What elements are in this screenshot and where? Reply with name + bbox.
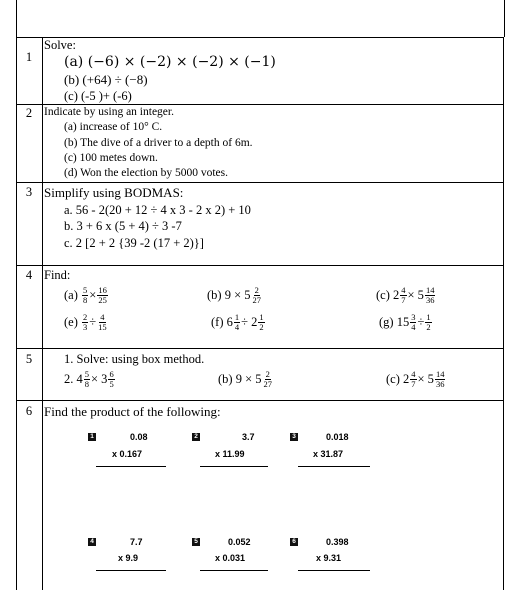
row-divider — [16, 104, 504, 105]
question-item: 1. Solve: using box method. — [64, 352, 205, 366]
row-divider — [16, 182, 504, 183]
answer-line — [96, 570, 166, 571]
fraction: $\frac{5}{8}$ — [83, 285, 88, 305]
fraction: $\frac{1}{2}$ — [259, 312, 264, 332]
question-item: (b) The dive of a driver to a depth of 6m. — [64, 137, 253, 149]
row-number: 6 — [25, 404, 33, 418]
question-item: c. 2 [2 + 2 {39 -2 (17 + 2)}] — [64, 236, 204, 250]
fraction-problem-f: (f) 6 $\frac{1}{4}$ ÷ 2 $\frac{1}{2}$ — [211, 312, 264, 332]
question-title: Find: — [44, 268, 71, 282]
question-item: (b) (+64) ÷ (−8) — [64, 72, 148, 87]
problem-bottom: x 0.167 — [112, 449, 143, 459]
problem-top: 3.7 — [242, 432, 255, 442]
answer-line — [298, 570, 370, 571]
fraction: $\frac{4}{7}$ — [411, 369, 416, 389]
fraction-problem-c: (c) 2 $\frac{4}{7}$ × 5 $\frac{14}{36}$ — [386, 369, 445, 389]
question-item: (d) Won the election by 5000 votes. — [64, 167, 228, 179]
question-item: (a) (−6) × (−2) × (−2) × (−1) — [64, 54, 276, 70]
fraction: $\frac{14}{36}$ — [425, 285, 435, 305]
answer-line — [200, 570, 268, 571]
row-number: 1 — [25, 50, 33, 64]
problem-top: 7.7 — [130, 537, 143, 547]
question-item: (a) increase of 10° C. — [64, 121, 163, 133]
problem-top: 0.052 — [228, 537, 251, 547]
fraction: $\frac{16}{25}$ — [98, 285, 107, 305]
fraction: $\frac{1}{2}$ — [426, 312, 431, 332]
answer-line — [200, 466, 268, 467]
problem-top: 0.018 — [326, 432, 349, 442]
header-box — [16, 0, 505, 37]
problem-bottom: x 0.031 — [215, 553, 246, 563]
fraction: $\frac{5}{8}$ — [84, 369, 89, 389]
fraction-problem-e: (e) $\frac{2}{3}$ ÷ $\frac{4}{15}$ — [64, 312, 107, 332]
question-item: b. 3 + 6 x (5 + 4) ÷ 3 -7 — [64, 219, 182, 233]
question-item: (c) 100 metes down. — [64, 152, 158, 164]
fraction: $\frac{2}{27}$ — [252, 285, 261, 305]
row-number: 4 — [25, 268, 33, 282]
problem-bottom: x 9.31 — [316, 553, 342, 563]
fraction: $\frac{3}{4}$ — [411, 312, 416, 332]
fraction-problem-g: (g) 15 $\frac{3}{4}$ ÷ $\frac{1}{2}$ — [379, 312, 431, 332]
answer-line — [298, 466, 370, 467]
problem-badge: 6 — [290, 538, 298, 546]
row-divider — [16, 348, 504, 349]
problem-badge: 4 — [88, 538, 96, 546]
fraction: $\frac{2}{3}$ — [83, 312, 88, 332]
row-number: 3 — [25, 185, 33, 199]
fraction: $\frac{14}{36}$ — [435, 369, 445, 389]
row-number: 5 — [25, 352, 33, 366]
question-item: (c) (-5 )+ (-6) — [64, 89, 132, 103]
fraction-problem-b: (b) 9 × 5 $\frac{2}{27}$ — [218, 369, 272, 389]
fraction-problem-b: (b) 9 × 5 $\frac{2}{27}$ — [207, 285, 261, 305]
question-title: Simplify using BODMAS: — [44, 185, 184, 200]
row-divider — [16, 37, 504, 38]
problem-badge: 5 — [192, 538, 200, 546]
fraction-problem-2: 2. 4 $\frac{5}{8}$ × 3 $\frac{6}{5}$ — [64, 369, 114, 389]
row-divider — [16, 400, 504, 401]
problem-badge: 1 — [88, 433, 96, 441]
fraction: $\frac{2}{27}$ — [263, 369, 272, 389]
question-item: a. 56 - 2(20 + 12 ÷ 4 x 3 - 2 x 2) + 10 — [64, 203, 251, 217]
fraction-problem-a: (a) $\frac{5}{8}$ × $\frac{16}{25}$ — [64, 285, 107, 305]
problem-bottom: x 31.87 — [313, 449, 344, 459]
problem-badge: 3 — [290, 433, 298, 441]
fraction: $\frac{1}{4}$ — [234, 312, 240, 332]
problem-bottom: x 9.9 — [118, 553, 139, 563]
question-title: Find the product of the following: — [44, 404, 221, 419]
row-number: 2 — [25, 106, 33, 120]
question-title: Solve: — [44, 38, 76, 52]
fraction-problem-c: (c) 2 $\frac{4}{7}$ × 5 $\frac{14}{36}$ — [376, 285, 435, 305]
table-border-right — [503, 37, 504, 590]
problem-top: 0.08 — [130, 432, 148, 442]
problem-bottom: x 11.99 — [215, 449, 245, 459]
row-divider — [16, 265, 504, 266]
question-title: Indicate by using an integer. — [44, 106, 174, 118]
problem-top: 0.398 — [326, 537, 349, 547]
fraction: $\frac{6}{5}$ — [109, 369, 114, 389]
fraction: $\frac{4}{7}$ — [401, 285, 406, 305]
fraction: $\frac{4}{15}$ — [98, 312, 107, 332]
answer-line — [96, 466, 166, 467]
number-column-divider — [42, 37, 43, 590]
problem-badge: 2 — [192, 433, 200, 441]
